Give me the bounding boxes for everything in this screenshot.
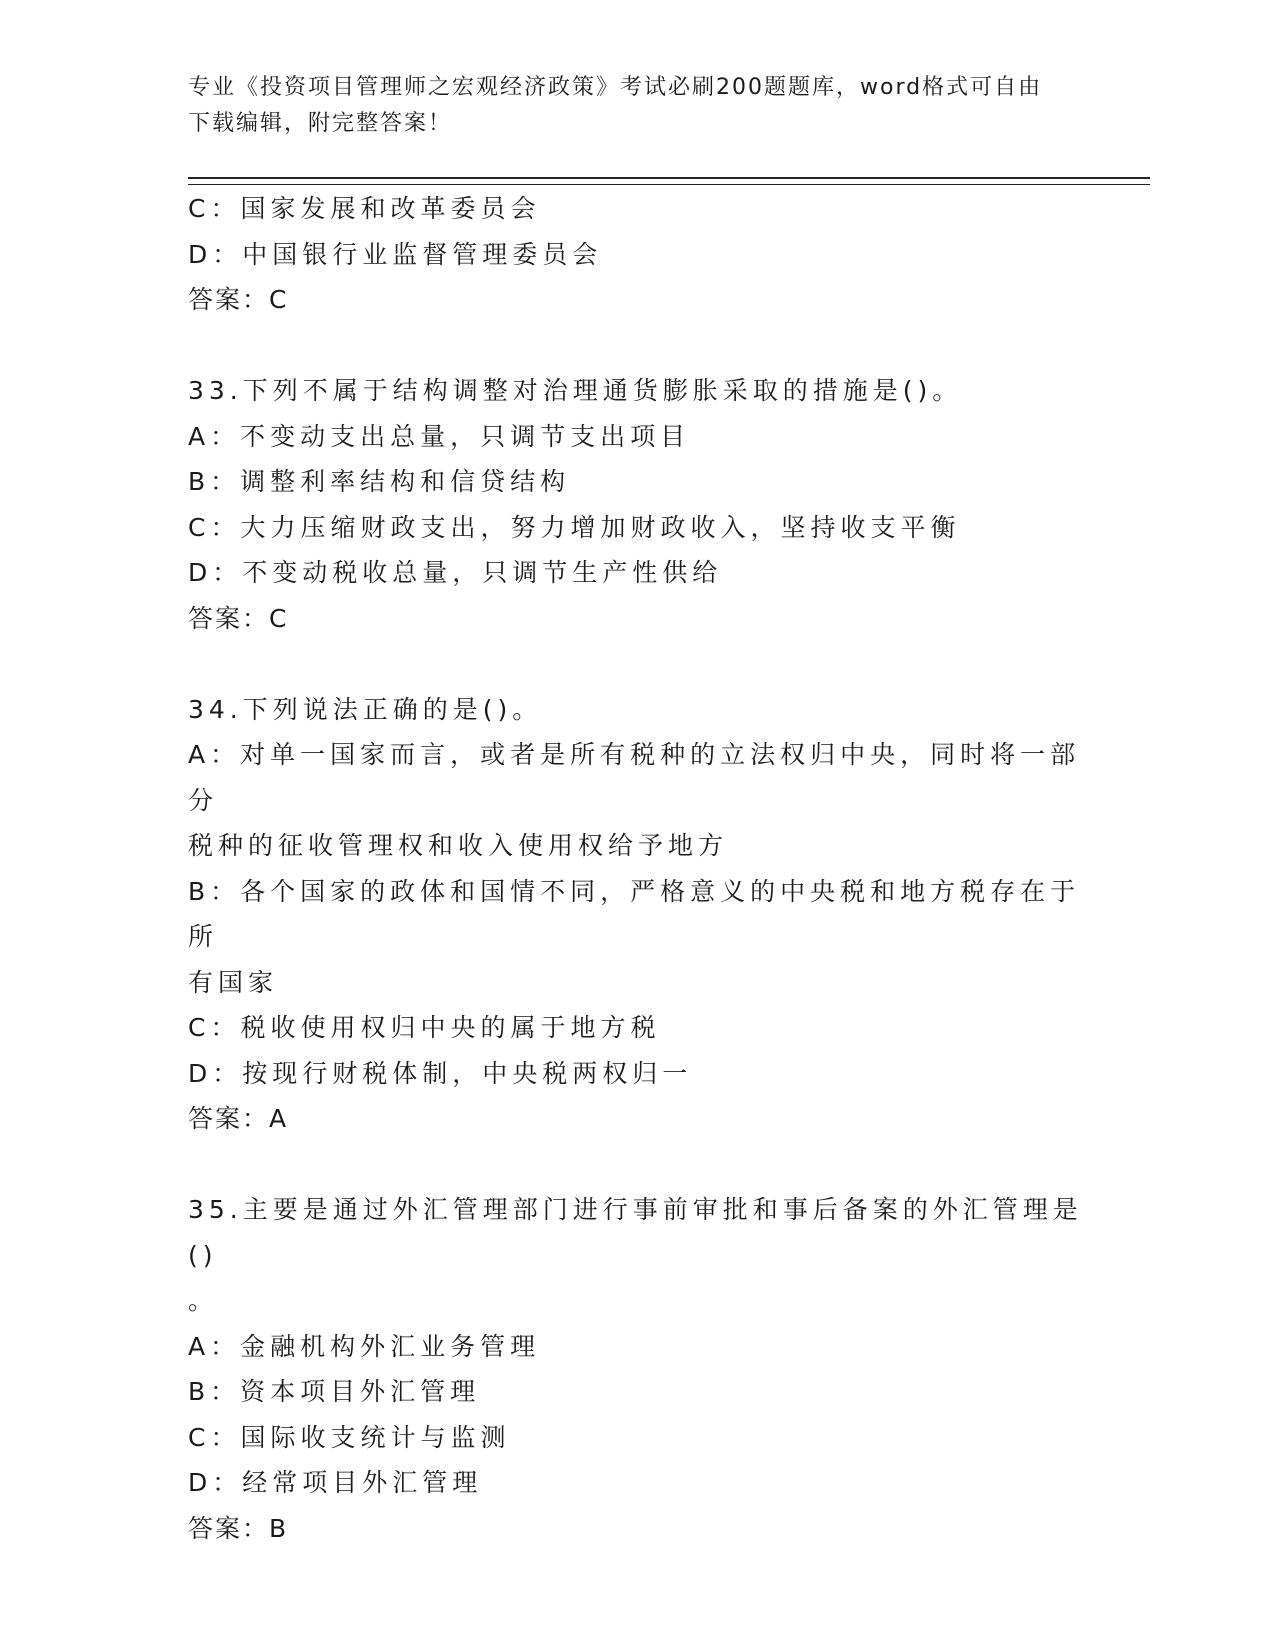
option-c: C：大力压缩财政支出，努力增加财政收入，坚持收支平衡 (188, 512, 961, 542)
header-rule-thin (188, 184, 1150, 185)
document-header (188, 70, 1088, 142)
spacer (188, 641, 1088, 687)
answer-line: 答案：A (188, 1104, 289, 1133)
option-c: C：国家发展和改革委员会 (188, 194, 541, 223)
question-block-prev (188, 186, 1088, 323)
header-line-1: 专业《投资项目管理师之宏观经济政策》考试必刷200题题库，word格式可自由 (188, 75, 1043, 100)
option-b-continued: 有国家 (188, 967, 279, 997)
option-b: B：资本项目外汇管理 (188, 1377, 481, 1406)
spacer (188, 323, 1088, 369)
header-rule-thick (188, 177, 1150, 179)
question-block-34 (188, 687, 1088, 1142)
answer-line: 答案：C (188, 603, 289, 633)
question-block-35 (188, 1187, 1088, 1551)
option-d: D：按现行财税体制，中央税两权归一 (188, 1058, 693, 1088)
option-b: B：调整利率结构和信贷结构 (188, 467, 571, 496)
answer-line: 答案：C (188, 285, 289, 314)
answer-line: 答案：B (188, 1513, 289, 1543)
option-c: C：税收使用权归中央的属于地方税 (188, 1013, 661, 1042)
option-b: B：各个国家的政体和国情不同，严格意义的中央税和地方税存在于所 (188, 876, 1081, 951)
option-c: C：国际收支统计与监测 (188, 1422, 511, 1452)
question-stem-continued: 。 (188, 1286, 219, 1315)
question-block-33 (188, 368, 1088, 641)
question-stem: 35.主要是通过外汇管理部门进行事前审批和事后备案的外汇管理是() (188, 1195, 1083, 1270)
option-a: A：不变动支出总量，只调节支出项目 (188, 421, 691, 451)
option-a: A：对单一国家而言，或者是所有税种的立法权归中央，同时将一部分 (188, 740, 1081, 815)
option-a-continued: 税种的征收管理权和收入使用权给予地方 (188, 831, 729, 860)
spacer (188, 1142, 1088, 1188)
option-d: D：中国银行业监督管理委员会 (188, 239, 603, 269)
option-d: D：经常项目外汇管理 (188, 1468, 483, 1497)
header-line-2: 下载编辑，附完整答案！ (188, 111, 453, 136)
option-d: D：不变动税收总量，只调节生产性供给 (188, 558, 723, 587)
question-stem: 34.下列说法正确的是()。 (188, 694, 543, 724)
question-list (188, 186, 1088, 1551)
question-stem: 33.下列不属于结构调整对治理通货膨胀采取的措施是()。 (188, 376, 963, 405)
option-a: A：金融机构外汇业务管理 (188, 1331, 541, 1361)
